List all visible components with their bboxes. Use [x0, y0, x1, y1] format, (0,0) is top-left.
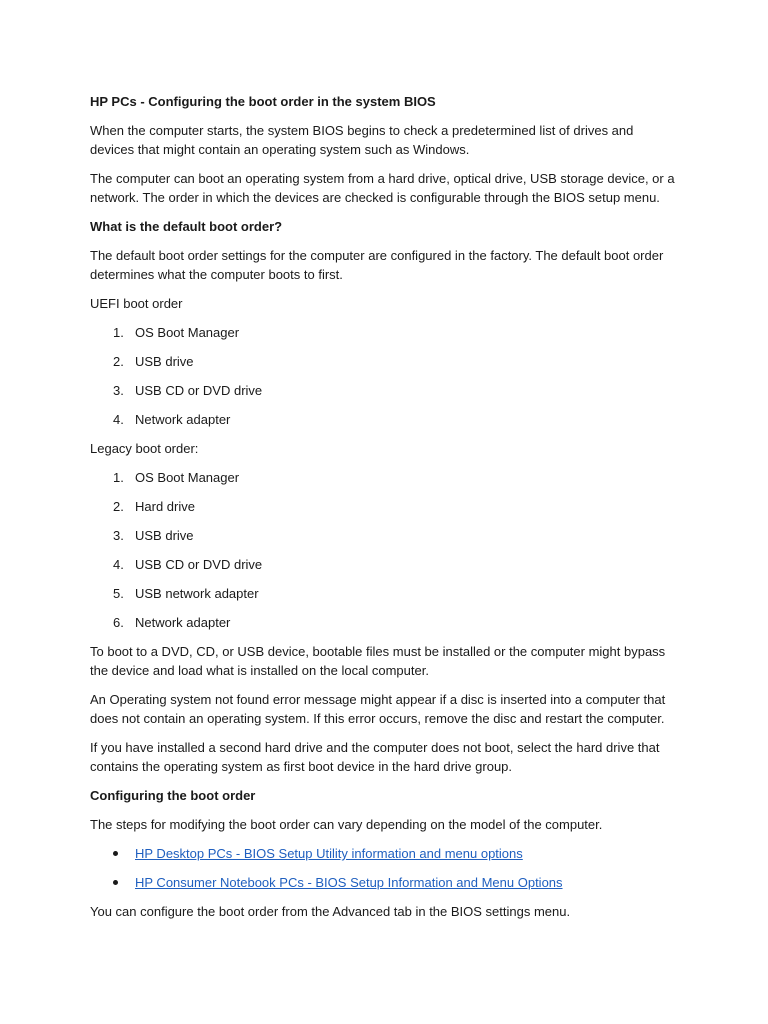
uefi-boot-order-list [90, 323, 680, 429]
list-number: 5. [113, 586, 124, 601]
default-boot-order-heading: What is the default boot order? [90, 219, 283, 234]
document-content [90, 92, 680, 931]
list-item-text: USB network adapter [135, 586, 259, 601]
bullet-icon [113, 880, 118, 885]
default-boot-order-paragraph: The default boot order settings for the computer are configured in the factory. The default boot order determines what the computer boots to first. [90, 248, 664, 282]
list-item-text: USB CD or DVD drive [135, 383, 263, 398]
list-number: 2. [113, 499, 124, 514]
note-paragraph: If you have installed a second hard drive and the computer does not boot, select the hard drive that contains the operating system as first boot device in the hard drive group. [90, 740, 660, 774]
list-item-text: Network adapter [135, 615, 231, 630]
related-links-list [90, 844, 680, 892]
list-item [90, 873, 680, 892]
list-item [90, 323, 680, 342]
note-paragraph: To boot to a DVD, CD, or USB device, bootable files must be installed or the computer might bypass the device and load what is installed on the local computer. [90, 644, 666, 678]
list-number: 1. [113, 325, 124, 340]
uefi-boot-order-label: UEFI boot order [90, 296, 183, 311]
list-item [90, 468, 680, 487]
list-item [90, 613, 680, 632]
bullet-icon [113, 851, 118, 856]
list-number: 3. [113, 528, 124, 543]
list-item-text: USB drive [135, 354, 194, 369]
final-paragraph: You can configure the boot order from the Advanced tab in the BIOS settings menu. [90, 904, 571, 919]
list-item [90, 555, 680, 574]
configuring-boot-order-heading: Configuring the boot order [90, 788, 256, 803]
list-item-text: OS Boot Manager [135, 470, 240, 485]
list-item [90, 410, 680, 429]
list-number: 4. [113, 557, 124, 572]
desktop-bios-link[interactable]: HP Desktop PCs - BIOS Setup Utility information and menu options [135, 846, 523, 861]
list-item [90, 352, 680, 371]
list-item [90, 584, 680, 603]
legacy-boot-order-label: Legacy boot order: [90, 441, 199, 456]
list-item [90, 844, 680, 863]
list-item [90, 497, 680, 516]
list-item-text: USB drive [135, 528, 194, 543]
document-title: HP PCs - Configuring the boot order in the system BIOS [90, 94, 436, 109]
legacy-boot-order-list [90, 468, 680, 632]
intro-paragraph: When the computer starts, the system BIOS begins to check a predetermined list of drives and devices that might contain an operating system such as Windows. [90, 123, 634, 157]
list-item [90, 381, 680, 400]
list-number: 1. [113, 470, 124, 485]
notebook-bios-link[interactable]: HP Consumer Notebook PCs - BIOS Setup Information and Menu Options [135, 875, 563, 890]
list-item-text: Hard drive [135, 499, 195, 514]
list-item-text: OS Boot Manager [135, 325, 240, 340]
list-item [90, 526, 680, 545]
list-number: 2. [113, 354, 124, 369]
list-number: 3. [113, 383, 124, 398]
intro-paragraph: The computer can boot an operating system from a hard drive, optical drive, USB storage device, or a network. The order in which the devices are checked is configurable through the BIOS setup menu. [90, 171, 675, 205]
list-item-text: USB CD or DVD drive [135, 557, 263, 572]
list-number: 4. [113, 412, 124, 427]
note-paragraph: An Operating system not found error message might appear if a disc is inserted into a computer that does not contain an operating system. If this error occurs, remove the disc and restart the computer. [90, 692, 666, 726]
list-item-text: Network adapter [135, 412, 231, 427]
configuring-boot-order-paragraph: The steps for modifying the boot order can vary depending on the model of the computer. [90, 817, 603, 832]
list-number: 6. [113, 615, 124, 630]
